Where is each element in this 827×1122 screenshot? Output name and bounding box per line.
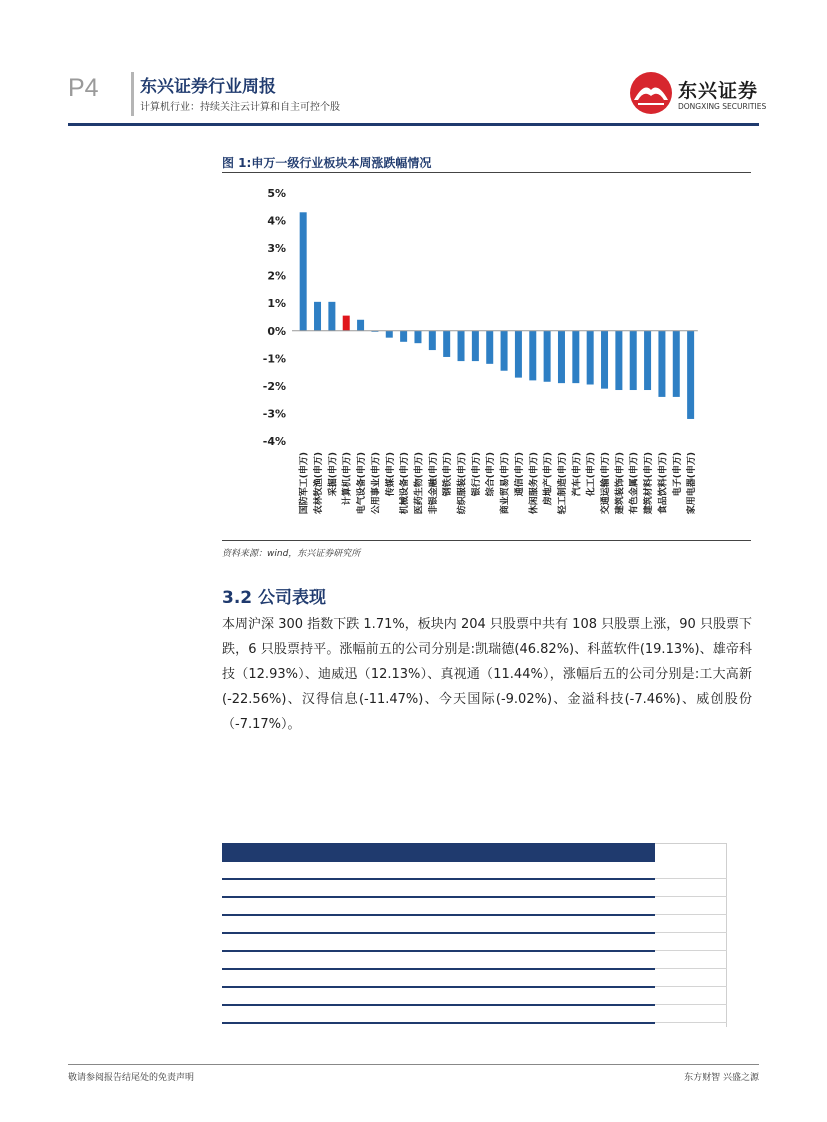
section-body: 本周沪深 300 指数下跌 1.71%，板块内 204 只股票中共有 108 只股票上涨，90 只股票下跌，6 只股票持平。涨幅前五的公司分别是:凯瑞德(46.82%)、科蓝软件(19.13%)、雄帝科技（12.93%）、迪威迅（12.13%）、真视通（11.44%），涨幅后五的公司分别是:工大高新(-22.56%)、汉得信息(-11.47%)、今天国际(-9.02%)、金溢科技(-7.46%)、威创股份（-7.17%）。: [222, 617, 752, 732]
x-tick-label: 有色金属(申万): [629, 452, 640, 515]
figure-source: 资料来源：wind，东兴证券研究所: [222, 549, 361, 559]
table-row-ext: [655, 914, 727, 915]
x-tick-label: 纺织服装(申万): [457, 452, 468, 515]
section-title: 3.2 公司表现: [222, 588, 327, 608]
y-tick-label: 5%: [267, 187, 286, 200]
bar: [429, 331, 436, 350]
bar: [630, 331, 637, 390]
y-tick-label: -4%: [262, 435, 286, 448]
table-header-ext: [655, 843, 727, 862]
bar-chart: [222, 176, 751, 538]
table-header: [222, 843, 655, 862]
x-tick-label: 建筑装饰(申万): [615, 452, 626, 515]
x-tick-label: 食品饮料(申万): [658, 452, 669, 515]
table-row: [222, 1004, 655, 1006]
bar: [544, 331, 551, 382]
y-tick-label: -2%: [262, 379, 286, 393]
brand-logo: [628, 70, 767, 118]
figure-bottom-rule: [222, 540, 751, 541]
bar: [314, 302, 321, 331]
y-axis: [263, 187, 286, 448]
bar: [587, 331, 594, 385]
y-tick-label: 3%: [267, 242, 286, 256]
table-row-ext: [655, 986, 727, 987]
y-tick-label: 0%: [267, 324, 286, 338]
bar: [501, 331, 508, 371]
footer-slogan: 东方财智 兴盛之源: [684, 1073, 759, 1083]
x-tick-label: 公用事业(申万): [371, 452, 382, 515]
table-row: [222, 986, 655, 988]
x-tick-label: 通信(申万): [514, 452, 525, 497]
table-row: [222, 896, 655, 898]
y-tick-label: 4%: [267, 214, 286, 228]
bar: [529, 331, 536, 381]
page-number: P4: [68, 74, 99, 102]
table-row-ext: [655, 896, 727, 897]
x-tick-label: 国防军工(申万): [299, 452, 310, 515]
x-tick-label: 农林牧渔(申万): [314, 452, 325, 515]
bar: [343, 316, 350, 331]
x-tick-label: 轻工制造(申万): [557, 452, 568, 515]
y-tick-label: -3%: [262, 407, 286, 421]
x-tick-label: 休闲服务(申万): [529, 452, 540, 515]
bar: [472, 331, 479, 361]
bar: [357, 320, 364, 331]
bar: [400, 331, 407, 342]
table-row-ext: [655, 932, 727, 933]
table-row: [222, 968, 655, 970]
logo-cn-text: 东兴证券: [678, 80, 759, 102]
x-tick-label: 家用电器(申万): [687, 452, 698, 515]
logo-en-text: DONGXING SECURITIES: [678, 102, 767, 111]
y-tick-label: -1%: [262, 352, 286, 366]
x-tick-label: 非银金融(申万): [428, 452, 439, 515]
x-tick-label: 商业贸易(申万): [500, 452, 511, 515]
table-right-border: [726, 843, 727, 1027]
x-tick-label: 交通运输(申万): [601, 452, 612, 515]
bar: [673, 331, 680, 397]
bar: [458, 331, 465, 361]
x-tick-label: 传媒(申万): [385, 452, 396, 497]
x-tick-label: 计算机(申万): [342, 452, 353, 506]
figure-title: 图 1:申万一级行业板块本周涨跌幅情况: [222, 156, 432, 170]
table-row: [222, 950, 655, 952]
chart-svg: [222, 176, 751, 538]
bar: [486, 331, 493, 364]
table-row: [222, 932, 655, 934]
header-rule: [68, 123, 759, 126]
x-axis-labels: [298, 452, 697, 515]
bar: [515, 331, 522, 378]
table-row-ext: [655, 1004, 727, 1005]
bar: [644, 331, 651, 390]
bar: [300, 212, 307, 330]
bar: [328, 302, 335, 331]
footer-rule: [68, 1064, 759, 1065]
x-tick-label: 化工(申万): [586, 452, 597, 497]
header-divider: [131, 72, 134, 116]
bar: [601, 331, 608, 389]
x-tick-label: 银行(申万): [471, 452, 482, 497]
bar: [558, 331, 565, 383]
table-row: [222, 878, 655, 880]
table-row: [222, 914, 655, 916]
x-tick-label: 医药生物(申万): [414, 452, 425, 515]
x-tick-label: 综合(申万): [486, 452, 497, 497]
report-subtitle: 计算机行业：持续关注云计算和自主可控个股: [140, 102, 340, 113]
logo-mark-icon: [628, 70, 674, 116]
x-tick-label: 建筑材料(申万): [644, 452, 655, 515]
figure-top-rule: [222, 172, 751, 173]
bar: [386, 331, 393, 338]
report-title: 东兴证券行业周报: [140, 77, 276, 97]
table-row-ext: [655, 968, 727, 969]
bar-series: [300, 212, 694, 419]
footer-disclaimer: 敬请参阅报告结尾处的免责声明: [68, 1073, 195, 1083]
table-row-ext: [655, 950, 727, 951]
table-row-ext: [655, 878, 727, 879]
table-row: [222, 1022, 655, 1024]
x-tick-label: 汽车(申万): [572, 452, 583, 497]
bar: [658, 331, 665, 397]
y-tick-label: 2%: [267, 269, 286, 283]
x-tick-label: 电气设备(申万): [357, 452, 368, 515]
x-tick-label: 电子(申万): [672, 452, 683, 497]
x-tick-label: 机械设备(申万): [400, 452, 411, 515]
bar: [443, 331, 450, 357]
x-tick-label: 房地产(申万): [543, 452, 554, 506]
x-tick-label: 钢铁(申万): [443, 452, 454, 497]
bar: [615, 331, 622, 390]
y-tick-label: 1%: [267, 297, 286, 311]
bar: [414, 331, 421, 343]
x-tick-label: 采掘(申万): [328, 452, 339, 497]
table-row-ext: [655, 1022, 727, 1023]
bar: [687, 331, 694, 419]
bar: [572, 331, 579, 383]
